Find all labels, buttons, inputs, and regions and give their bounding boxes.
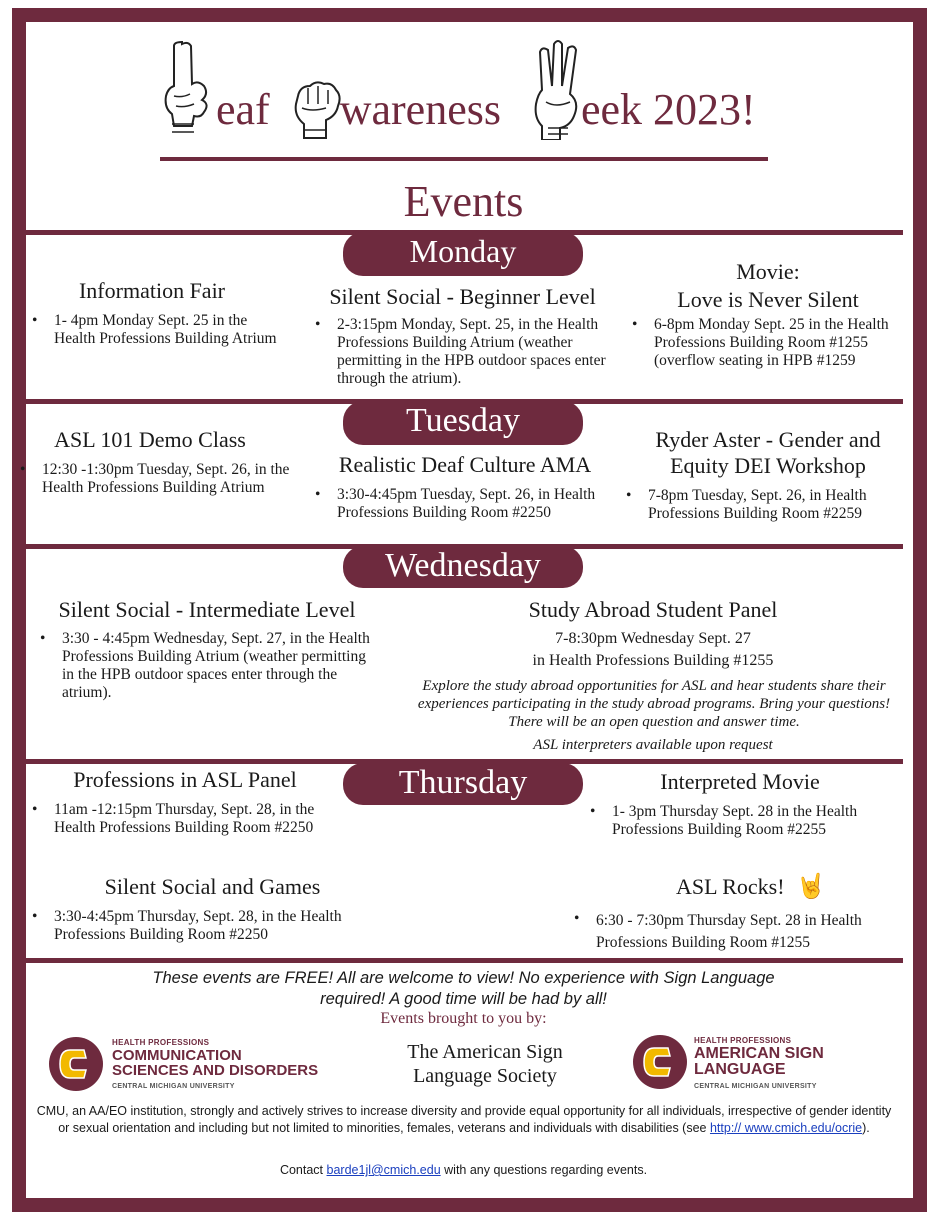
event-title: Ryder Aster - Gender and Equity DEI Workshop [655,427,881,478]
day-pill-monday: Monday [343,232,583,276]
day-pill-thursday: Thursday [343,763,583,805]
event-details: • 12:30 -1:30pm Tuesday, Sept. 26, in the Health Professions Building Atrium [20,461,290,496]
title-part-deaf: eaf [216,85,270,134]
contact-email-link[interactable]: barde1jl@cmich.edu [326,1163,441,1177]
cmu-c-logo-icon [48,1036,104,1092]
title-part-awareness: wareness [339,85,501,134]
event-details: • 6-8pm Monday Sept. 25 in the Health Professions Building Room #1255 (overflow seating in HPB #1259 [632,316,889,369]
events-heading: Events [403,177,524,226]
event-details: • 11am -12:15pm Thursday, Sept. 28, in the Health Professions Building Room #2250 [32,801,315,836]
event-details: • 1- 3pm Thursday Sept. 28 in the Health Professions Building Room #2255 [590,803,858,838]
page-title [160,84,780,135]
eo-disclaimer: CMU, an AA/EO institution, strongly and actively strives to increase diversity and provide equal opportunity for all individuals, irrespective of gender identity or sexual orientation and including but not limited to minorities, females, veterans and individuals with disabilities (see http:// www.cmich.edu/ocrie). [36,1104,892,1135]
csd-logo: HEALTH PROFESSIONS COMMUNICATION SCIENCES AND DISORDERS CENTRAL MICHIGAN UNIVERSITY [48,1036,358,1096]
event-title: Silent Social - Beginner Level [329,284,596,309]
event-details: • 3:30-4:45pm Thursday, Sept. 28, in the Health Professions Building Room #2250 [32,908,342,943]
interpreter-note: ASL interpreters available upon request [533,737,773,753]
event-details: • 3:30 - 4:45pm Wednesday, Sept. 27, in the Health Professions Building Atrium (weather permitting in the HPB outdoor spaces enter through the atrium). [40,630,370,701]
event-title: Interpreted Movie [660,769,820,794]
event-details: • 1- 4pm Monday Sept. 25 in the Health Professions Building Atrium [32,312,277,347]
sponsors-heading: Events brought to you by: [380,1010,547,1027]
event-title: Realistic Deaf Culture AMA [338,452,592,477]
event-title: Professions in ASL Panel [73,767,297,792]
day-pill-wednesday: Wednesday [343,546,583,588]
event-description: Explore the study abroad opportunities for ASL and hear students share their experiences participating in the study abroad programs. Bring your questions! There will be an open question and answer time. [417,678,891,730]
ocrie-link[interactable]: http:// www.cmich.edu/ocrie [709,1121,863,1135]
event-title: Movie: Love is Never Silent [677,259,859,312]
free-events-notice: These events are FREE! All are welcome to view! No experience with Sign Language required! A good time will be had by all! [152,969,775,1008]
rock-hand-icon: 🤘 [796,872,826,900]
title-underline [160,157,768,161]
section-divider [24,958,903,963]
day-pill-tuesday: Tuesday [343,401,583,445]
event-details: • 6:30 - 7:30pm Thursday Sept. 28 in Health Professions Building Room #1255 [574,910,862,951]
asl-program-logo: HEALTH PROFESSIONS AMERICAN SIGN LANGUAGE CENTRAL MICHIGAN UNIVERSITY [632,1034,892,1094]
event-details: • 3:30-4:45pm Tuesday, Sept. 26, in Health Professions Building Room #2250 [315,486,596,521]
event-title: ASL Rocks! 🤘 [676,872,826,900]
event-details: • 2-3:15pm Monday, Sept. 25, in the Health Professions Building Atrium (weather permitting in the HPB outdoor spaces enter through the atrium). [315,316,606,387]
asl-society: The American Sign Language Society [407,1041,563,1087]
event-title: Information Fair [78,278,226,303]
event-title: Study Abroad Student Panel [528,597,778,622]
cmu-c-logo-icon [632,1034,688,1090]
title-part-week: eek 2023! [580,85,756,134]
event-title: Silent Social and Games [104,874,321,899]
event-title: ASL 101 Demo Class [54,427,246,452]
event-details: 7-8:30pm Wednesday Sept. 27 in Health Professions Building #1255 [532,630,774,669]
contact-line: Contact barde1jl@cmich.edu with any questions regarding events. [279,1163,648,1177]
event-details: • 7-8pm Tuesday, Sept. 26, in Health Professions Building Room #2259 [626,487,867,522]
event-title: Silent Social - Intermediate Level [58,597,356,622]
